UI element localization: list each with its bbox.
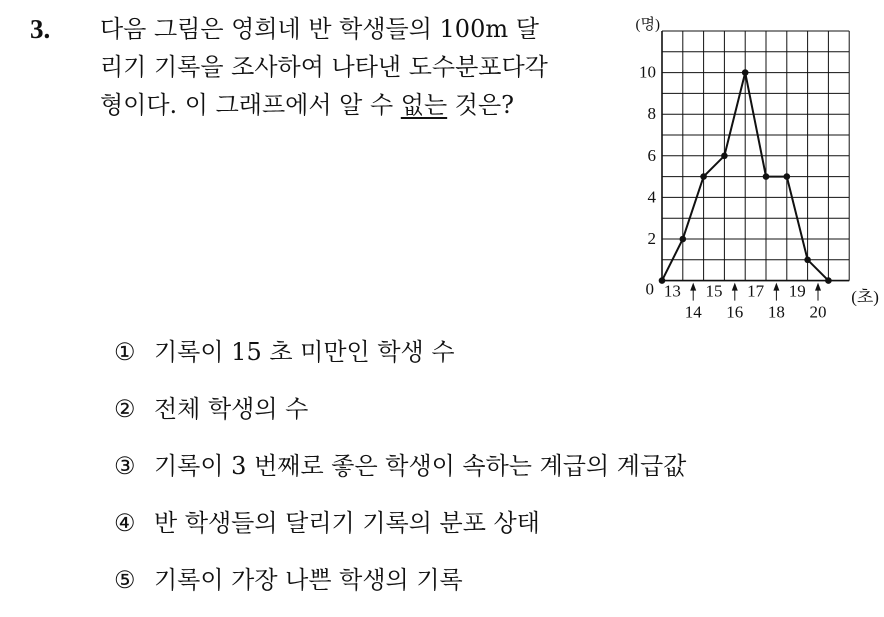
choice-2-text: 전체 학생의 수 [154, 395, 309, 423]
data-point [721, 153, 728, 160]
question-text [100, 10, 600, 124]
choice-5[interactable] [114, 560, 686, 617]
data-point [784, 173, 791, 180]
choice-4[interactable] [114, 503, 686, 560]
chart-labels [636, 15, 879, 322]
x-tick-label: 18 [767, 302, 785, 322]
y-tick-label: 8 [647, 104, 656, 124]
choice-4-text: 반 학생들의 달리기 기록의 분포 상태 [154, 509, 540, 537]
choice-2-mark: ② [114, 395, 136, 423]
x-tick-label: 16 [726, 302, 744, 322]
question-tail: 것은? [447, 91, 515, 119]
y-tick-label: 4 [647, 187, 656, 207]
x-tick-label: 20 [809, 302, 827, 322]
x-tick-label: 17 [747, 281, 765, 301]
x-tick-label: 15 [705, 281, 723, 301]
data-point [804, 257, 811, 264]
choice-2[interactable] [114, 389, 686, 446]
answer-choices [114, 332, 686, 617]
x-tick-arrowhead [773, 283, 779, 291]
data-point [763, 173, 770, 180]
data-point [700, 173, 707, 180]
frequency-polygon-chart [600, 16, 879, 322]
data-point [742, 69, 749, 76]
y-tick-label: 6 [647, 145, 656, 165]
choice-1-text: 기록이 15 초 미만인 학생 수 [154, 338, 455, 366]
y-tick-label: 10 [639, 62, 656, 82]
y-axis-label: (명) [635, 17, 660, 33]
x-tick-arrowhead [732, 283, 738, 291]
chart-svg [600, 16, 879, 322]
x-tick-label: 13 [663, 281, 681, 301]
x-tick-label: 19 [788, 281, 806, 301]
x-tick-arrowhead [690, 283, 696, 291]
question-emphasis: 없는 [400, 91, 448, 119]
origin-label: 0 [645, 279, 654, 299]
choice-3-text: 기록이 3 번째로 좋은 학생이 속하는 계급의 계급값 [154, 452, 687, 480]
question-line-2: 리기 기록을 조사하여 나타낸 도수분포다각 [100, 53, 548, 81]
x-axis-label: (초) [851, 287, 879, 307]
question-line-1: 다음 그림은 영희네 반 학생들의 100m 달 [100, 15, 539, 43]
choice-5-mark: ⑤ [114, 566, 136, 594]
x-tick-label: 14 [684, 302, 702, 322]
data-point [825, 277, 832, 284]
x-tick-arrowhead [815, 283, 821, 291]
y-tick-label: 2 [647, 229, 656, 248]
question-number: 3. [30, 14, 51, 44]
choice-1-mark: ① [114, 338, 136, 366]
question-line-3 [100, 86, 600, 124]
choice-1[interactable] [114, 332, 686, 389]
data-point [680, 236, 687, 243]
chart-grid [662, 31, 849, 281]
choice-3-mark: ③ [114, 452, 136, 480]
question-line-3-text: 형이다. 이 그래프에서 알 수 [100, 91, 401, 119]
choice-3[interactable] [114, 446, 686, 503]
choice-4-mark: ④ [114, 509, 136, 537]
choice-5-text: 기록이 가장 나쁜 학생의 기록 [154, 566, 463, 594]
